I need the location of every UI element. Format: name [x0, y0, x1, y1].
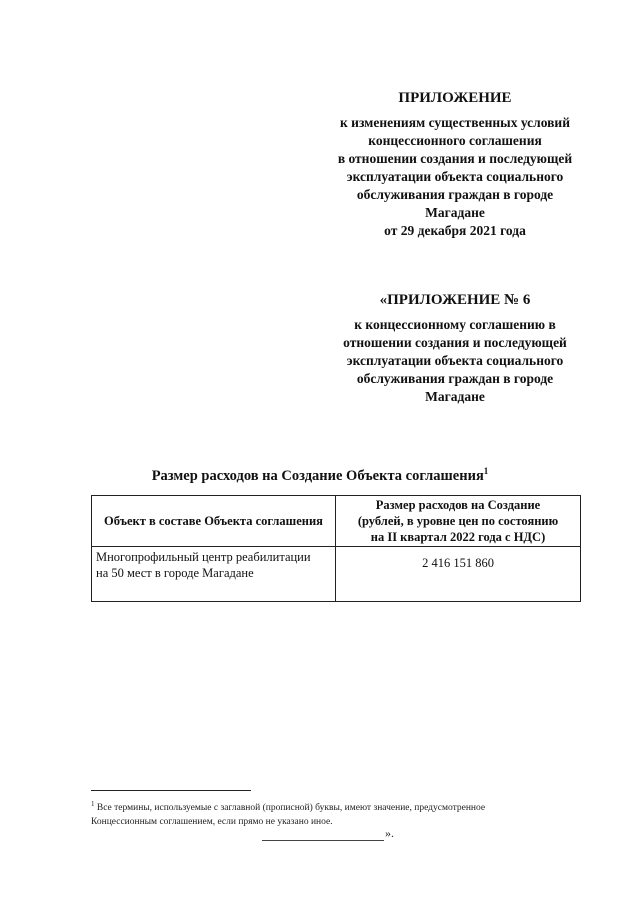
appendix-line: к изменениям существенных условий	[340, 115, 570, 130]
header-object: Объект в составе Объекта соглашения	[92, 496, 336, 547]
appendix-date: от 29 декабря 2021 года	[384, 223, 526, 238]
footnote-text: Все термины, используемые с заглавной (прописной) буквы, имеют значение, предусмотренное	[94, 803, 486, 814]
footnote-line	[91, 797, 591, 815]
appendix-line: концессионного соглашения	[368, 133, 542, 148]
header-cost-line: на II квартал 2022 года с НДС)	[370, 530, 546, 544]
appendix-6-line: к концессионному соглашению в	[354, 317, 556, 332]
appendix-line: в отношении создания и последующей	[337, 151, 573, 166]
appendix-6-line: отношении создания и последующей	[343, 335, 567, 350]
header-cost-line: Размер расходов на Создание	[375, 498, 541, 512]
appendix-line: обслуживания граждан в городе	[356, 187, 554, 202]
cell-object-line: на 50 мест в городе Магадане	[96, 566, 254, 580]
footnote-line: Концессионным соглашением, если прямо не указано иное.	[91, 817, 333, 828]
footnote-mark: 1	[91, 800, 95, 808]
table-row	[92, 547, 581, 602]
appendix-line: Магадане	[425, 205, 485, 220]
cost-table	[91, 495, 581, 602]
appendix-6-line: эксплуатации объекта социального	[346, 353, 564, 368]
appendix-6-title: «ПРИЛОЖЕНИЕ № 6	[379, 292, 531, 308]
header-cost	[336, 496, 581, 547]
footnote	[91, 797, 591, 829]
appendix-title: ПРИЛОЖЕНИЕ	[398, 90, 512, 106]
footnote-separator	[91, 790, 251, 791]
appendix-6-header	[300, 290, 610, 406]
table-header-row	[92, 496, 581, 547]
cell-object-line: Многопрофильный центр реабилитации	[96, 550, 311, 564]
appendix-header	[300, 88, 610, 240]
closing-mark	[262, 826, 394, 841]
table-title-text: Размер расходов на Создание Объекта соглашения	[151, 467, 484, 484]
header-cost-line: (рублей, в уровне цен по состоянию	[357, 514, 559, 528]
appendix-6-line: Магадане	[425, 389, 485, 404]
appendix-line: эксплуатации объекта социального	[346, 169, 564, 184]
appendix-6-line: обслуживания граждан в городе	[356, 371, 554, 386]
closing-underline	[262, 832, 384, 841]
closing-quote: ».	[385, 826, 394, 840]
table-title	[90, 466, 550, 485]
footnote-reference: 1	[483, 466, 489, 476]
cell-cost: 2 416 151 860	[336, 547, 581, 602]
cell-object	[92, 547, 336, 602]
